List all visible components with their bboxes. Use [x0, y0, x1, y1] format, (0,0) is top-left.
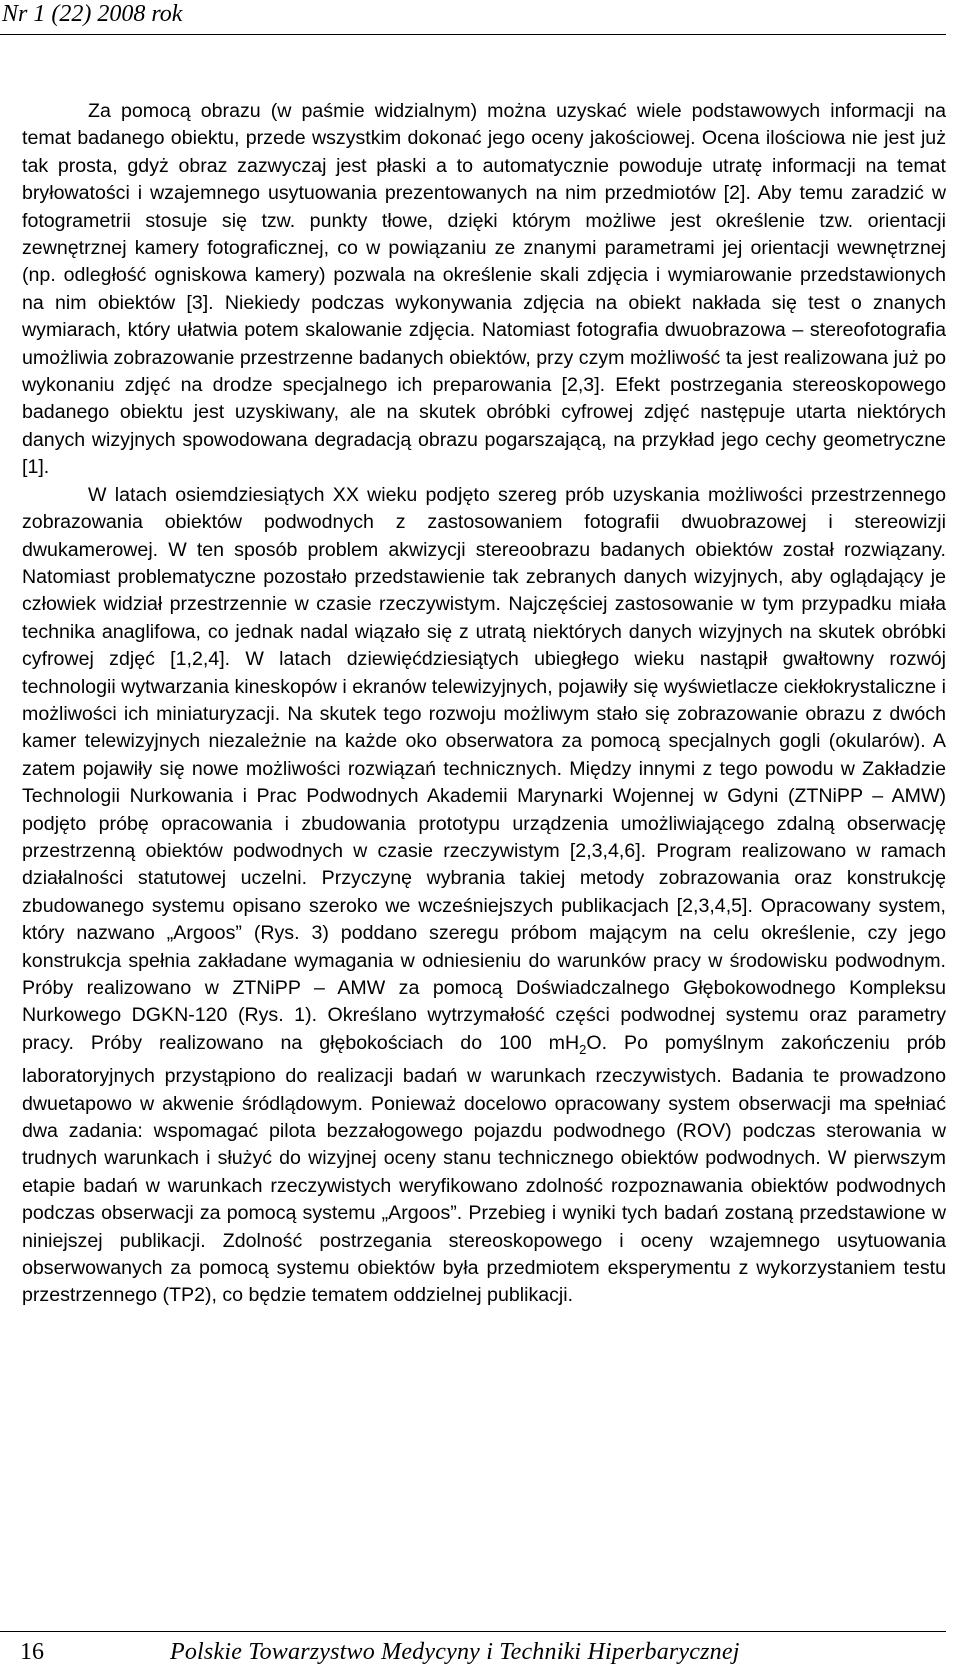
footer-rule	[0, 1631, 946, 1632]
page-number: 16	[20, 1639, 44, 1665]
paragraph-2-text: W latach osiemdziesiątych XX wieku podjęto szereg prób uzyskania możliwości przestrzennego zobrazowania obiektów podwodnych z zastosowaniem fotografii dwuobrazowej i stereowizji dwukamerowej. W ten sposób problem akwizycji stereoobrazu badanych obiektów został rozwiązany. Natomiast problematyczne pozostało przedstawienie tak zebranych danych wizyjnych, aby oglądający je człowiek widział przestrzennie w czasie rzeczywistym. Najczęściej zastosowanie w tym przypadku miała technika anaglifowa, co jednak nadal wiązało się z utratą niektórych danych wizyjnych na skutek obróbki cyfrowej zdjęć [1,2,4]. W latach dziewięćdziesiątych ubiegłego wieku nastąpił gwałtowny rozwój technologii wytwarzania kineskopów i ekranów telewizyjnych, pojawiły się wyświetlacze ciekłokrystaliczne i możliwości ich miniaturyzacji. Na skutek tego rozwoju możliwym stało się zobrazowanie obrazu z dwóch kamer telewizyjnych niezależnie na każde oko obserwatora za pomocą specjalnych gogli (okularów). A zatem pojawiły się nowe możliwości rozwiązań technicznych. Między innymi z tego powodu w Zakładzie Technologii Nurkowania i Prac Podwodnych Akademii Marynarki Wojennej w Gdyni (ZTNiPP – AMW) podjęto próbę opracowania i zbudowania prototypu urządzenia umożliwiającego zdalną obserwację przestrzenną obiektów podwodnych w czasie rzeczywistym [2,3,4,6]. Program realizowano w ramach działalności statutowej uczelni. Przyczynę wybrania takiej metody zobrazowania oraz konstrukcję zbudowanego systemu opisano szeroko we wcześniejszych publikacjach [2,3,4,5]. Opracowany system, który nazwano „Argoos” (Rys. 3) poddano szeregu próbom mającym na celu określenie, czy jego konstrukcja spełnia zakładane wymagania w odniesieniu do warunków pracy w środowisku podwodnym. Próby realizowano w ZTNiPP – AMW za pomocą Doświadczalnego Głębokowodnego Kompleksu Nurkowego DGKN-120 (Rys. 1). Określano wytrzymałość części podwodnej systemu oraz parametry pracy. Próby realizowano na głębokościach do 100 mH	[22, 483, 946, 1054]
subscript-2: 2	[579, 1041, 587, 1057]
running-header: Nr 1 (22) 2008 rok	[2, 1, 183, 27]
paragraph-1: Za pomocą obrazu (w paśmie widzialnym) można uzyskać wiele podstawowych informacji na temat badanego obiektu, przede wszystkim dokonać jego oceny jakościowej. Ocena ilościowa nie jest już tak prosta, gdyż obraz zazwyczaj jest płaski a to automatycznie powoduje utratę informacji na temat bryłowatości i wzajemnego usytuowania prezentowanych na nim przedmiotów [2]. Aby temu zaradzić w fotogrametrii stosuje się tzw. punkty tłowe, dzięki którym możliwe jest określenie tzw. orientacji zewnętrznej kamery fotograficznej, co w powiązaniu ze znanymi parametrami jej orientacji wewnętrznej (np. odległość ogniskowa kamery) pozwala na określenie skali zdjęcia i wymiarowanie przedstawionych na nim obiektów [3]. Niekiedy podczas wykonywania zdjęcia na obiekt nakłada się test o znanych wymiarach, który ułatwia potem skalowanie zdjęcia. Natomiast fotografia dwuobrazowa – stereofotografia umożliwia zobrazowanie przestrzenne badanych obiektów, przy czym możliwość ta jest realizowana już po wykonaniu zdjęć na drodze specjalnego ich preparowania [2,3]. Efekt postrzegania stereoskopowego badanego obiektu jest uzyskiwany, ale na skutek obróbki cyfrowej zdjęć następuje utarta niektórych danych wizyjnych spowodowana degradacją obrazu pogarszającą, na przykład jego cechy geometryczne [1].	[22, 100, 946, 479]
article-body	[22, 98, 946, 1310]
header-rule	[0, 34, 946, 35]
paragraph-2-continuation: O. Po pomyślnym zakończeniu prób laboratoryjnych przystąpiono do realizacji badań w warunkach rzeczywistych. Badania te prowadzono dwuetapowo w akwenie śródlądowym. Ponieważ docelowo opracowany system obserwacji ma spełniać dwa zadania: wspomagać pilota bezzałogowego pojazdu podwodnego (ROV) podczas sterowania w trudnych warunkach i służyć do wizyjnej oceny stanu technicznego obiektów podwodnych. W pierwszym etapie badań w warunkach rzeczywistych weryfikowano zdolność rozpoznawania obiektów podwodnych podczas obserwacji za pomocą systemu „Argoos”. Przebieg i wyniki tych badań zostaną przedstawione w niniejszej publikacji. Zdolność postrzegania stereoskopowego i oceny wzajemnego usytuowania obserwowanych za pomocą systemu obiektów była przedmiotem eksperymentu z wykorzystaniem testu przestrzennego (TP2), co będzie tematem oddzielnej publikacji.	[22, 1031, 946, 1307]
journal-name: Polskie Towarzystwo Medycyny i Techniki Hiperbarycznej	[170, 1639, 740, 1665]
paragraph-2	[22, 482, 946, 1310]
